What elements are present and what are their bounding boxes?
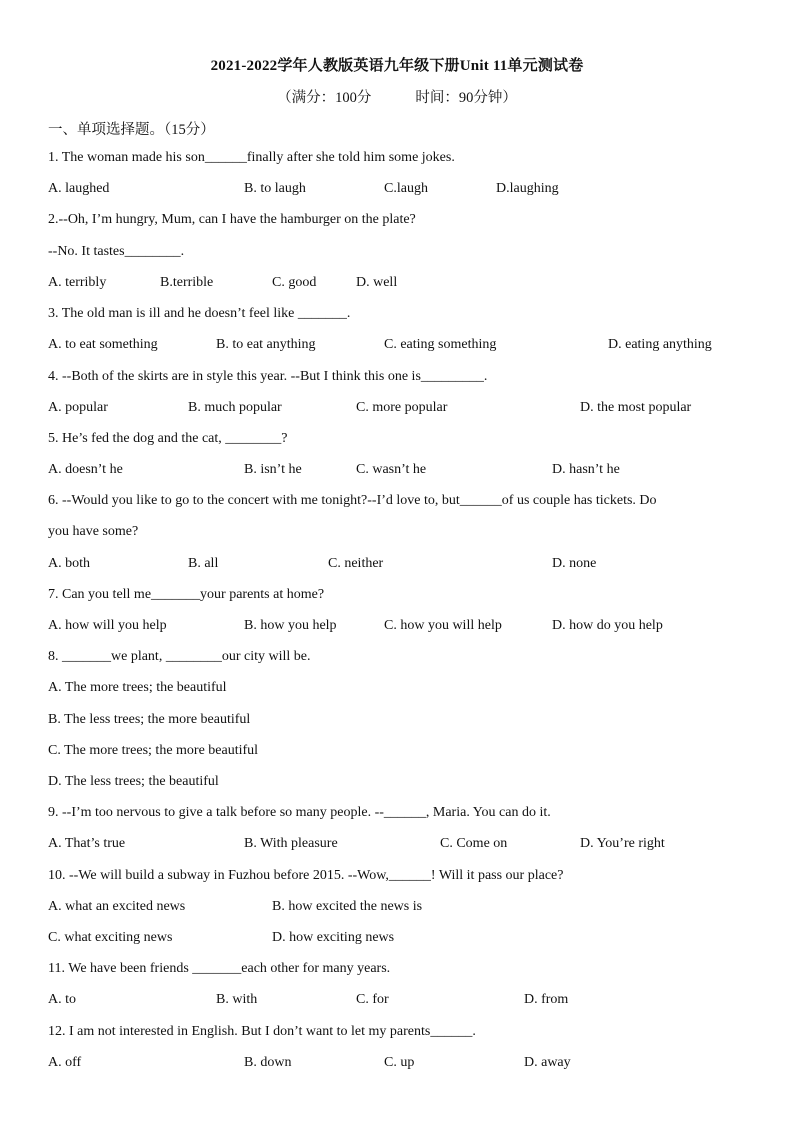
option-b: B. The less trees; the more beautiful (48, 712, 251, 727)
option-a: A. how will you help (48, 618, 167, 633)
option-a: A. off (48, 1055, 82, 1070)
option-d: D. well (356, 275, 398, 290)
option-a: A. terribly (48, 275, 107, 290)
exam-info (0, 86, 794, 107)
option-c: C. for (356, 992, 389, 1007)
options-9 (48, 834, 748, 854)
option-b: B. down (244, 1055, 292, 1070)
options-5 (48, 460, 748, 480)
option-d: D. none (552, 556, 597, 571)
option-d: D. from (524, 992, 569, 1007)
option-a: A. both (48, 556, 90, 571)
question-8: 8. _______we plant, ________our city will be. (48, 649, 311, 664)
question-6-cont: you have some? (48, 524, 139, 539)
option-a: A. The more trees; the beautiful (48, 680, 227, 695)
option-b: B. isn’t he (244, 462, 302, 477)
option-c: C. good (272, 275, 317, 290)
option-b: B. to eat anything (216, 337, 316, 352)
options-4 (48, 398, 748, 418)
options-3 (48, 335, 748, 355)
option-b: B. how excited the news is (272, 899, 423, 914)
full-score: （满分：100分 (277, 90, 372, 106)
option-a: A. to (48, 992, 76, 1007)
option-d: D. away (524, 1055, 571, 1070)
question-9: 9. --I’m too nervous to give a talk before so many people. --______, Maria. You can do it. (48, 805, 551, 820)
question-1: 1. The woman made his son______finally after she told him some jokes. (48, 150, 455, 165)
question-5: 5. He’s fed the dog and the cat, ________? (48, 431, 288, 446)
option-d: D. The less trees; the beautiful (48, 774, 219, 789)
time-limit: 时间：90分钟） (415, 90, 517, 106)
options-6 (48, 554, 748, 574)
question-12: 12. I am not interested in English. But I don’t want to let my parents______. (48, 1024, 476, 1039)
option-d: D. how exciting news (272, 930, 395, 945)
option-c: C. wasn’t he (356, 462, 427, 477)
option-c: C. how you will help (384, 618, 502, 633)
option-d: D. the most popular (580, 400, 692, 415)
page-title: 2021-2022学年人教版英语九年级下册Unit 11单元测试卷 (210, 58, 584, 74)
option-a: A. what an excited news (48, 899, 186, 914)
section-heading: 一、单项选择题。（15分） (48, 122, 215, 138)
options-10-row2 (48, 928, 748, 948)
options-7 (48, 616, 748, 636)
question-2-answer: --No. It tastes________. (48, 244, 185, 259)
options-11 (48, 990, 748, 1010)
option-c: C. neither (328, 556, 384, 571)
options-1 (48, 179, 748, 199)
option-b: B. much popular (188, 400, 282, 415)
question-6: 6. --Would you like to go to the concert with me tonight?--I’d love to, but______of us couple has tickets. Do (48, 493, 657, 508)
option-a: A. popular (48, 400, 108, 415)
option-b: B. With pleasure (244, 836, 338, 851)
option-b: B. with (216, 992, 258, 1007)
option-d: D. eating anything (608, 337, 712, 352)
question-2: 2.--Oh, I’m hungry, Mum, can I have the hamburger on the plate? (48, 212, 416, 227)
option-c: C. The more trees; the more beautiful (48, 743, 259, 758)
question-11: 11. We have been friends _______each other for many years. (48, 961, 391, 976)
option-b: B. to laugh (244, 181, 306, 196)
options-12 (48, 1053, 748, 1073)
options-2 (48, 273, 748, 293)
options-10-row1 (48, 897, 748, 917)
question-4: 4. --Both of the skirts are in style this year. --But I think this one is_________. (48, 369, 488, 384)
option-a: A. That’s true (48, 836, 126, 851)
question-10: 10. --We will build a subway in Fuzhou before 2015. --Wow,______! Will it pass our place? (48, 868, 564, 883)
question-3: 3. The old man is ill and he doesn’t feel like _______. (48, 306, 351, 321)
option-a: A. doesn’t he (48, 462, 123, 477)
option-c: C. eating something (384, 337, 497, 352)
question-7: 7. Can you tell me_______your parents at home? (48, 587, 325, 602)
option-b: B.terrible (160, 275, 214, 290)
option-b: B. how you help (244, 618, 337, 633)
option-a: A. laughed (48, 181, 110, 196)
option-a: A. to eat something (48, 337, 158, 352)
option-d: D. You’re right (580, 836, 665, 851)
option-c: C. up (384, 1055, 415, 1070)
option-c: C. what exciting news (48, 930, 173, 945)
option-c: C. Come on (440, 836, 508, 851)
option-d: D.laughing (496, 181, 559, 196)
option-d: D. hasn’t he (552, 462, 620, 477)
option-b: B. all (188, 556, 219, 571)
option-c: C.laugh (384, 181, 428, 196)
option-d: D. how do you help (552, 618, 663, 633)
option-c: C. more popular (356, 400, 448, 415)
